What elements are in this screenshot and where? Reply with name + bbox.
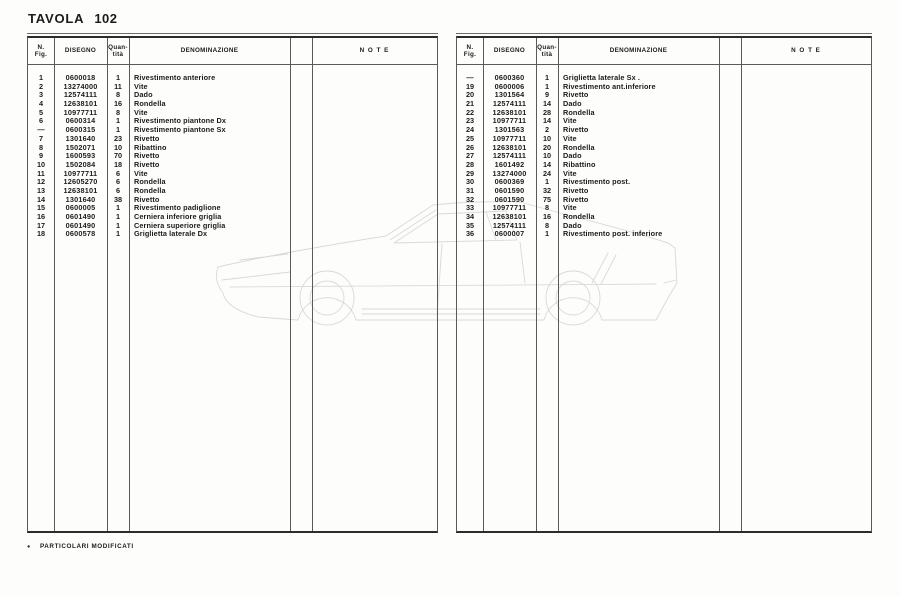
cell-disegno: 1502071 (65, 142, 96, 152)
cell-qty: 16 (113, 99, 123, 109)
cell-fig: — (37, 125, 45, 135)
cell-qty: 1 (115, 229, 121, 239)
column-divider (54, 38, 55, 531)
cell-denom: Rivestimento post. (563, 177, 631, 187)
header-qty (107, 44, 129, 59)
cell-fig: 4 (38, 99, 44, 109)
cell-disegno: 10977711 (492, 203, 527, 213)
cell-denom: Rondella (134, 177, 166, 187)
header-fig (28, 44, 54, 59)
cell-qty: 8 (544, 220, 550, 230)
cell-disegno: 0600578 (65, 229, 96, 239)
cell-fig: 17 (36, 220, 46, 230)
cell-disegno: 0600369 (494, 177, 525, 187)
cell-qty: 38 (113, 194, 123, 204)
cell-fig: — (466, 73, 474, 82)
cell-disegno: 10977711 (492, 133, 527, 143)
cell-fig: 1 (38, 73, 44, 82)
cell-disegno: 12574111 (492, 151, 527, 161)
cell-fig: 8 (38, 142, 44, 152)
cell-fig: 3 (38, 90, 44, 100)
cell-disegno: 12605270 (63, 177, 98, 187)
cell-denom: Rivetto (134, 133, 160, 143)
cell-denom: Ribattino (563, 159, 596, 169)
cell-qty: 8 (544, 203, 550, 213)
table-top-rule (456, 33, 872, 34)
cell-disegno: 0601490 (65, 212, 96, 221)
cell-denom: Dado (134, 90, 153, 100)
page-title-word: TAVOLA (28, 11, 85, 26)
table-body (457, 65, 871, 239)
cell-fig: 21 (465, 99, 475, 109)
cell-disegno: 1601492 (494, 159, 525, 169)
cell-denom: Dado (563, 220, 582, 230)
cell-disegno: 0601590 (494, 185, 525, 195)
modified-parts-label: PARTICOLARI MODIFICATI (39, 543, 134, 550)
cell-denom: Rivetto (134, 159, 160, 169)
cell-denom: Rivetto (563, 90, 589, 100)
cell-qty: 1 (115, 73, 121, 82)
column-divider (483, 38, 484, 531)
cell-fig: 16 (36, 212, 46, 221)
cell-disegno: 12638101 (492, 142, 527, 152)
cell-qty: 10 (542, 133, 552, 143)
cell-fig: 10 (36, 159, 46, 169)
cell-disegno: 0600360 (494, 73, 525, 82)
table-row (457, 230, 871, 239)
cell-disegno: 0601490 (65, 220, 96, 230)
cell-disegno: 13274000 (63, 81, 98, 91)
cell-fig: 19 (465, 81, 475, 91)
page-title (28, 11, 118, 26)
cell-fig: 32 (465, 194, 475, 204)
table-header-row (28, 38, 437, 65)
column-divider (129, 38, 130, 531)
cell-qty: 11 (114, 81, 122, 91)
cell-denom: Rondella (563, 212, 595, 221)
column-divider (719, 38, 720, 531)
cell-fig: 18 (36, 229, 46, 239)
cell-fig: 36 (465, 229, 475, 239)
cell-fig: 7 (38, 133, 44, 143)
cell-qty: 2 (544, 125, 550, 135)
cell-disegno: 0600005 (65, 203, 96, 213)
cell-qty: 1 (115, 125, 121, 135)
header-denominazione: DENOMINAZIONE (180, 47, 239, 55)
column-divider (741, 38, 742, 531)
cell-fig: 5 (38, 107, 44, 117)
cell-disegno: 12638101 (63, 99, 98, 109)
cell-disegno: 12638101 (492, 107, 527, 117)
cell-qty: 14 (542, 116, 552, 126)
header-qty (536, 44, 558, 59)
cell-fig: 27 (465, 151, 475, 161)
cell-qty: 1 (115, 116, 121, 126)
column-divider (558, 38, 559, 531)
cell-qty: 20 (542, 142, 552, 152)
cell-qty: 6 (115, 168, 121, 178)
cell-disegno: 1502084 (65, 159, 96, 169)
cell-fig: 6 (38, 116, 44, 126)
header-note: N O T E (791, 47, 821, 55)
cell-disegno: 1301564 (494, 90, 525, 100)
parts-table-left (27, 33, 438, 533)
modified-parts-legend (27, 543, 134, 550)
cell-fig: 23 (465, 116, 475, 126)
cell-fig: 12 (36, 177, 46, 187)
cell-qty: 32 (542, 185, 552, 195)
cell-denom: Rivestimento ant.inferiore (563, 81, 656, 91)
cell-disegno: 0600314 (65, 116, 96, 126)
table-top-rule (27, 33, 438, 34)
cell-denom: Rivestimento padiglione (134, 203, 221, 213)
cell-fig: 2 (38, 81, 44, 91)
cell-disegno: 12638101 (492, 212, 527, 221)
cell-denom: Vite (563, 168, 577, 178)
cell-disegno: 12574111 (492, 220, 527, 230)
cell-qty: 70 (113, 151, 123, 161)
cell-qty: 9 (544, 90, 550, 100)
cell-fig: 28 (465, 159, 475, 169)
header-disegno: DISEGNO (493, 47, 526, 55)
header-denominazione: DENOMINAZIONE (609, 47, 668, 55)
header-fig-line1: N. (37, 43, 45, 51)
header-qty-line2: tità (541, 51, 553, 58)
cell-disegno: 1301563 (494, 125, 525, 135)
cell-qty: 1 (544, 81, 550, 91)
table-body (28, 65, 437, 239)
cell-fig: 29 (465, 168, 475, 178)
cell-qty: 16 (542, 212, 552, 221)
cell-disegno: 10977711 (63, 168, 98, 178)
cell-qty: 18 (113, 159, 123, 169)
table-row (28, 230, 437, 239)
cell-disegno: 0600315 (65, 125, 96, 135)
column-divider (536, 38, 537, 531)
cell-qty: 8 (115, 90, 121, 100)
cell-disegno: 1600593 (65, 151, 96, 161)
cell-fig: 20 (465, 90, 475, 100)
cell-disegno: 1301640 (65, 133, 96, 143)
cell-denom: Ribattino (134, 142, 167, 152)
cell-fig: 30 (465, 177, 475, 187)
modified-part-marker-icon: ● (27, 543, 31, 550)
table-header-row (457, 38, 871, 65)
cell-denom: Cerniera superiore griglia (134, 220, 226, 230)
cell-qty: 1 (115, 203, 121, 213)
table-box (27, 36, 438, 533)
cell-disegno: 0600018 (65, 73, 96, 82)
cell-qty: 28 (542, 107, 552, 117)
header-fig (457, 44, 483, 59)
header-fig-line2: Fig. (34, 51, 48, 58)
header-note: N O T E (359, 47, 390, 55)
cell-qty: 14 (542, 159, 552, 169)
cell-denom: Vite (134, 168, 148, 178)
cell-qty: 24 (542, 168, 552, 178)
cell-denom: Rivetto (134, 151, 160, 161)
cell-qty: 6 (115, 185, 121, 195)
cell-denom: Vite (563, 133, 577, 143)
cell-disegno: 13274000 (492, 168, 527, 178)
cell-denom: Rivetto (563, 194, 589, 204)
cell-fig: 14 (36, 194, 46, 204)
cell-denom: Rivestimento post. inferiore (563, 229, 663, 239)
cell-denom: Vite (134, 81, 148, 91)
cell-fig: 33 (465, 203, 475, 213)
cell-disegno: 0600006 (494, 81, 525, 91)
cell-fig: 24 (465, 125, 475, 135)
cell-qty: 10 (113, 142, 123, 152)
header-disegno: DISEGNO (64, 47, 97, 55)
cell-qty: 1 (544, 177, 550, 187)
column-divider (312, 38, 313, 531)
cell-denom: Vite (134, 107, 148, 117)
table-box (456, 36, 872, 533)
table-number: 102 (94, 11, 118, 26)
cell-fig: 35 (465, 220, 475, 230)
cell-fig: 11 (37, 168, 45, 178)
header-qty-line1: Quan- (108, 43, 128, 51)
cell-disegno: 0600007 (494, 229, 525, 239)
header-fig-line2: Fig. (463, 51, 477, 58)
cell-denom: Rivestimento piantone Sx (134, 125, 226, 135)
cell-denom: Rondella (563, 142, 595, 152)
cell-qty: 1 (544, 73, 550, 82)
cell-disegno: 1301640 (65, 194, 96, 204)
cell-denom: Rivetto (563, 185, 589, 195)
cell-denom: Rondella (134, 99, 166, 109)
cell-denom: Dado (563, 99, 582, 109)
cell-denom: Rivestimento piantone Dx (134, 116, 227, 126)
cell-denom: Rondella (563, 107, 595, 117)
cell-qty: 23 (113, 133, 123, 143)
cell-denom: Rivetto (563, 125, 589, 135)
cell-qty: 8 (115, 107, 121, 117)
parts-table-right (456, 33, 872, 533)
cell-denom: Cerniera inferiore griglia (134, 212, 222, 221)
cell-fig: 9 (38, 151, 44, 161)
column-divider (290, 38, 291, 531)
cell-qty: 10 (542, 151, 552, 161)
cell-fig: 13 (36, 185, 46, 195)
cell-qty: 14 (542, 99, 552, 109)
cell-qty: 1 (115, 212, 121, 221)
cell-fig: 31 (465, 185, 475, 195)
header-fig-line1: N. (466, 43, 474, 51)
cell-denom: Rondella (134, 185, 166, 195)
cell-disegno: 12638101 (63, 185, 98, 195)
cell-denom: Griglietta laterale Dx (134, 229, 208, 239)
header-qty-line1: Quan- (537, 43, 557, 51)
column-divider (107, 38, 108, 531)
cell-fig: 34 (465, 212, 475, 221)
cell-disegno: 12574111 (492, 99, 527, 109)
cell-denom: Dado (563, 151, 582, 161)
cell-disegno: 10977711 (63, 107, 98, 117)
cell-disegno: 12574111 (63, 90, 98, 100)
cell-fig: 22 (465, 107, 475, 117)
cell-fig: 26 (465, 142, 475, 152)
cell-qty: 75 (542, 194, 552, 204)
cell-fig: 25 (465, 133, 475, 143)
cell-qty: 1 (115, 220, 121, 230)
header-qty-line2: tità (112, 51, 124, 58)
cell-qty: 1 (544, 229, 550, 239)
cell-denom: Rivetto (134, 194, 160, 204)
cell-qty: 6 (115, 177, 121, 187)
cell-disegno: 10977711 (492, 116, 527, 126)
cell-denom: Vite (563, 116, 577, 126)
cell-fig: 15 (36, 203, 46, 213)
cell-disegno: 0601590 (494, 194, 525, 204)
cell-denom: Rivestimento anteriore (134, 73, 216, 82)
cell-denom: Vite (563, 203, 577, 213)
cell-denom: Griglietta laterale Sx . (563, 73, 641, 82)
